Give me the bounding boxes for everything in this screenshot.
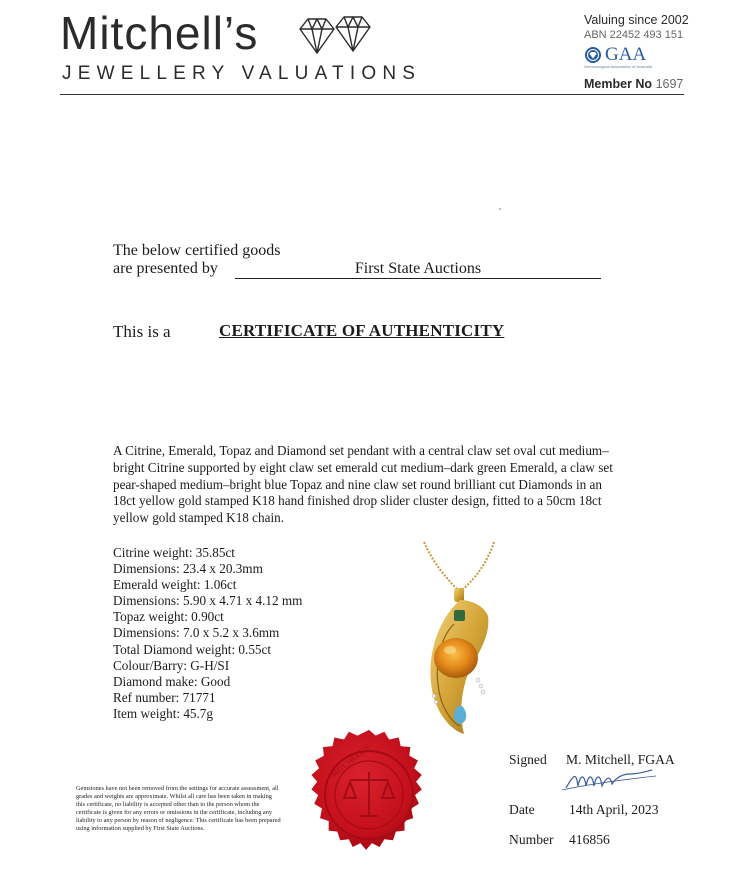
number-label: Number: [509, 832, 554, 847]
date-value: 14th April, 2023: [569, 802, 659, 817]
seal-text: MITCHELL’S: [329, 742, 372, 780]
item-weight: Item weight: 45.7g: [113, 706, 213, 721]
member-label: Member No: [584, 77, 653, 91]
spec-citrine-weight: Citrine weight: 35.85ct: [113, 545, 235, 560]
pendant-photo: [398, 540, 508, 740]
intro-line-1: The below certified goods: [113, 242, 281, 259]
spec-emerald-weight: Emerald weight: 1.06ct: [113, 577, 237, 593]
spec-list: [113, 545, 302, 706]
spec-ref-number: Ref number: 71771: [113, 689, 216, 705]
member-value: 1697: [655, 77, 684, 91]
spec-topaz-weight: Topaz weight: 0.90ct: [113, 609, 224, 625]
brand-name: Mitchell’s: [60, 7, 259, 59]
signer-name: M. Mitchell, FGAA: [566, 752, 675, 767]
presenter-name: First State Auctions: [235, 260, 601, 279]
spec-topaz-dimensions: Dimensions: 7.0 x 5.2 x 3.6mm: [113, 625, 280, 641]
diamond-logo-icon: [296, 15, 374, 59]
header-divider: [60, 94, 684, 95]
spec-colour-clarity: Colour/Barry: G-H/SI: [113, 657, 230, 673]
certificate-title: CERTIFICATE OF AUTHENTICITY: [219, 321, 505, 340]
wax-seal-icon: [294, 720, 444, 870]
spec-emerald-dimensions: Dimensions: 5.90 x 4.71 x 4.12 mm: [113, 593, 303, 609]
spec-diamond-make: Diamond make: Good: [113, 673, 231, 689]
signature-icon: [560, 768, 660, 794]
member-number: [584, 77, 683, 91]
certificate-prefix: This is a: [113, 322, 171, 341]
abn-number: ABN 22452 493 151: [584, 29, 684, 41]
signed-label: Signed: [509, 752, 547, 767]
intro-line-2: are presented by: [113, 260, 218, 277]
disclaimer-text: Gemstones have not been removed from the settings for accurate assessment, all grades and weights are approximate. Whilst all care has been taken in making this certificate, no liability is accepted other than to the person whom the certificate is given for any errors or omissions in the certificate, including any liability to any person by reason of negligence. This certificate has been prepared using information supplied by First State Auctions.: [76, 785, 281, 833]
certificate-number: 416856: [569, 832, 610, 847]
spec-diamond-weight: Total Diamond weight: 0.55ct: [113, 641, 272, 657]
gaa-logo-icon: [584, 46, 602, 64]
brand-tagline: JEWELLERY VALUATIONS: [62, 63, 422, 84]
gaa-subtitle: Gemmological Association of Australia: [584, 64, 652, 69]
date-label: Date: [509, 802, 535, 817]
scan-speck: [499, 208, 501, 210]
item-description: A Citrine, Emerald, Topaz and Diamond set pendant with a central claw set oval cut medium–bright Citrine supported by eight claw set emerald cut medium–dark green Emerald, a claw set pear-shaped medium–bright blue Topaz and nine claw set round brilliant cut Diamonds in an 18ct yellow gold stamped K18 hand finished drop slider cluster design, fitted to a 50cm 18ct yellow gold stamped K18 chain.: [113, 443, 613, 526]
gaa-logo-text: GAA: [605, 44, 647, 65]
gaa-logo: [584, 44, 646, 66]
spec-citrine-dimensions: Dimensions: 23.4 x 20.3mm: [113, 561, 263, 577]
valuing-since: Valuing since 2002: [584, 13, 689, 27]
